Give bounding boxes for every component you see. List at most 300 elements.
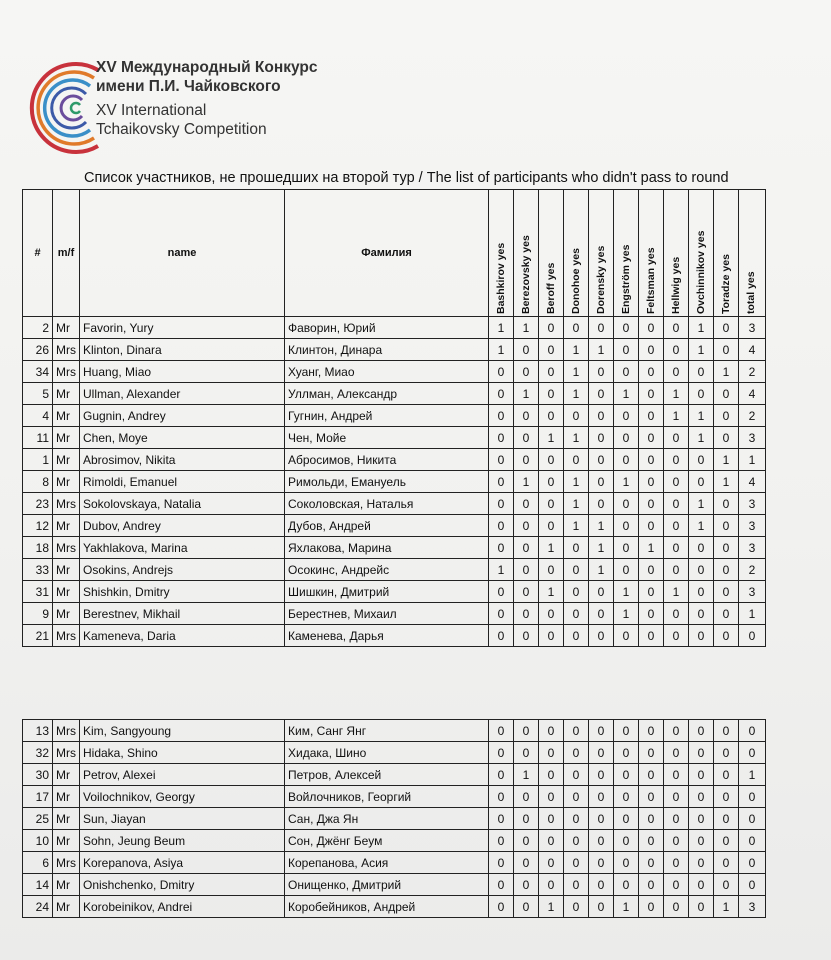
cell-vote: 0 <box>664 317 689 339</box>
cell-vote: 0 <box>489 786 514 808</box>
cell-vote: 0 <box>589 625 614 647</box>
table-row <box>23 405 766 427</box>
cell-vote: 0 <box>714 808 739 830</box>
cell-vote: 0 <box>664 339 689 361</box>
cell-vote: 0 <box>664 449 689 471</box>
cell-vote: 0 <box>639 625 664 647</box>
cell-familiya: Чен, Мойе <box>285 427 489 449</box>
table-row <box>23 852 766 874</box>
cell-vote: 0 <box>664 808 689 830</box>
cell-mf: Mrs <box>53 493 80 515</box>
cell-vote: 0 <box>539 852 564 874</box>
table-row <box>23 471 766 493</box>
cell-vote: 0 <box>539 515 564 537</box>
title-ru-line-2: имени П.И. Чайковского <box>96 78 281 95</box>
cell-number: 14 <box>23 874 53 896</box>
cell-vote: 0 <box>614 317 639 339</box>
cell-vote: 0 <box>489 383 514 405</box>
cell-familiya: Дубов, Андрей <box>285 515 489 537</box>
cell-vote: 0 <box>539 317 564 339</box>
cell-familiya: Берестнев, Михаил <box>285 603 489 625</box>
cell-vote: 1 <box>614 471 639 493</box>
cell-familiya: Сон, Джёнг Беум <box>285 830 489 852</box>
cell-vote: 1 <box>489 317 514 339</box>
cell-vote: 0 <box>614 405 639 427</box>
cell-familiya: Войлочников, Георгий <box>285 786 489 808</box>
cell-vote: 1 <box>689 405 714 427</box>
cell-mf: Mr <box>53 317 80 339</box>
cell-total: 0 <box>739 852 766 874</box>
cell-total: 0 <box>739 742 766 764</box>
column-header-mf: m/f <box>53 190 80 317</box>
cell-vote: 0 <box>639 559 664 581</box>
cell-total: 0 <box>739 625 766 647</box>
cell-vote: 0 <box>589 742 614 764</box>
cell-name: Klinton, Dinara <box>80 339 285 361</box>
cell-vote: 0 <box>614 742 639 764</box>
column-header-vote <box>614 190 639 317</box>
column-header-vote-label: Feltsman yes <box>645 247 657 314</box>
cell-familiya: Шишкин, Дмитрий <box>285 581 489 603</box>
cell-vote: 0 <box>514 537 539 559</box>
cell-name: Kim, Sangyoung <box>80 720 285 742</box>
title-ru-line-1: XV Международный Конкурс <box>96 59 318 76</box>
cell-vote: 0 <box>514 830 539 852</box>
cell-vote: 0 <box>489 493 514 515</box>
cell-vote: 0 <box>639 339 664 361</box>
cell-vote: 1 <box>514 471 539 493</box>
cell-vote: 0 <box>714 581 739 603</box>
cell-vote: 0 <box>639 471 664 493</box>
cell-vote: 0 <box>539 383 564 405</box>
cell-vote: 0 <box>689 808 714 830</box>
cell-number: 6 <box>23 852 53 874</box>
cell-name: Sohn, Jeung Beum <box>80 830 285 852</box>
cell-mf: Mr <box>53 559 80 581</box>
cell-vote: 1 <box>614 603 639 625</box>
cell-vote: 1 <box>664 581 689 603</box>
cell-mf: Mr <box>53 471 80 493</box>
cell-vote: 0 <box>639 830 664 852</box>
cell-name: Korobeinikov, Andrei <box>80 896 285 918</box>
cell-vote: 0 <box>639 742 664 764</box>
cell-number: 10 <box>23 830 53 852</box>
cell-vote: 0 <box>689 559 714 581</box>
table-row <box>23 537 766 559</box>
cell-vote: 0 <box>614 625 639 647</box>
column-header-vote <box>664 190 689 317</box>
cell-vote: 0 <box>489 449 514 471</box>
cell-familiya: Сан, Джа Ян <box>285 808 489 830</box>
cell-familiya: Онищенко, Дмитрий <box>285 874 489 896</box>
cell-vote: 0 <box>614 515 639 537</box>
cell-vote: 0 <box>564 786 589 808</box>
cell-vote: 1 <box>589 559 614 581</box>
cell-vote: 1 <box>564 427 589 449</box>
cell-vote: 0 <box>714 852 739 874</box>
cell-vote: 0 <box>714 603 739 625</box>
cell-vote: 0 <box>639 786 664 808</box>
cell-vote: 0 <box>564 764 589 786</box>
table-row <box>23 720 766 742</box>
cell-vote: 0 <box>539 361 564 383</box>
cell-vote: 0 <box>514 896 539 918</box>
cell-vote: 1 <box>614 896 639 918</box>
table-row <box>23 515 766 537</box>
cell-vote: 0 <box>714 515 739 537</box>
cell-vote: 0 <box>614 559 639 581</box>
cell-vote: 0 <box>689 383 714 405</box>
cell-vote: 0 <box>539 764 564 786</box>
column-header-vote-label: Hellwig yes <box>670 256 682 314</box>
cell-familiya: Ким, Санг Янг <box>285 720 489 742</box>
cell-vote: 0 <box>564 537 589 559</box>
cell-familiya: Соколовская, Наталья <box>285 493 489 515</box>
cell-vote: 0 <box>714 405 739 427</box>
cell-mf: Mr <box>53 427 80 449</box>
cell-vote: 1 <box>489 559 514 581</box>
cell-vote: 0 <box>664 361 689 383</box>
cell-vote: 0 <box>689 471 714 493</box>
cell-total: 2 <box>739 361 766 383</box>
cell-name: Yakhlakova, Marina <box>80 537 285 559</box>
cell-number: 34 <box>23 361 53 383</box>
column-header-vote-label: Ovchinnikov yes <box>695 230 707 314</box>
cell-vote: 0 <box>664 830 689 852</box>
cell-vote: 0 <box>639 896 664 918</box>
column-header-vote <box>714 190 739 317</box>
cell-vote: 0 <box>489 830 514 852</box>
cell-vote: 0 <box>664 625 689 647</box>
cell-vote: 1 <box>639 537 664 559</box>
cell-vote: 0 <box>539 449 564 471</box>
cell-vote: 1 <box>664 383 689 405</box>
cell-vote: 0 <box>489 471 514 493</box>
cell-number: 31 <box>23 581 53 603</box>
cell-vote: 1 <box>564 471 589 493</box>
cell-mf: Mr <box>53 830 80 852</box>
cell-number: 4 <box>23 405 53 427</box>
cell-total: 1 <box>739 764 766 786</box>
cell-number: 23 <box>23 493 53 515</box>
cell-vote: 0 <box>514 742 539 764</box>
column-header-vote <box>689 190 714 317</box>
cell-name: Korepanova, Asiya <box>80 852 285 874</box>
cell-vote: 0 <box>539 339 564 361</box>
column-header-vote-label: total yes <box>745 271 757 314</box>
cell-vote: 0 <box>639 874 664 896</box>
table-row <box>23 449 766 471</box>
column-header-vote-label: Dorensky yes <box>595 245 607 314</box>
cell-name: Kameneva, Daria <box>80 625 285 647</box>
cell-vote: 0 <box>564 874 589 896</box>
title-en-line-1: XV International <box>96 102 207 119</box>
cell-vote: 0 <box>689 537 714 559</box>
cell-vote: 1 <box>689 339 714 361</box>
cell-vote: 0 <box>564 581 589 603</box>
cell-vote: 0 <box>714 383 739 405</box>
cell-name: Favorin, Yury <box>80 317 285 339</box>
cell-number: 32 <box>23 742 53 764</box>
table-row <box>23 427 766 449</box>
cell-vote: 0 <box>689 896 714 918</box>
cell-name: Voilochnikov, Georgy <box>80 786 285 808</box>
cell-familiya: Абросимов, Никита <box>285 449 489 471</box>
cell-vote: 0 <box>664 852 689 874</box>
cell-vote: 1 <box>514 383 539 405</box>
cell-vote: 0 <box>589 361 614 383</box>
cell-vote: 0 <box>489 720 514 742</box>
cell-vote: 0 <box>589 493 614 515</box>
cell-name: Petrov, Alexei <box>80 764 285 786</box>
cell-number: 33 <box>23 559 53 581</box>
cell-vote: 0 <box>564 852 589 874</box>
cell-total: 3 <box>739 581 766 603</box>
cell-vote: 0 <box>689 603 714 625</box>
column-header-vote-label: Beroff yes <box>545 262 557 314</box>
cell-vote: 0 <box>489 852 514 874</box>
cell-vote: 0 <box>489 625 514 647</box>
cell-vote: 0 <box>514 361 539 383</box>
cell-number: 21 <box>23 625 53 647</box>
cell-vote: 0 <box>614 427 639 449</box>
cell-name: Abrosimov, Nikita <box>80 449 285 471</box>
cell-mf: Mr <box>53 874 80 896</box>
cell-vote: 0 <box>664 896 689 918</box>
table-row <box>23 603 766 625</box>
column-header-name: name <box>80 190 285 317</box>
cell-mf: Mrs <box>53 852 80 874</box>
cell-vote: 0 <box>489 742 514 764</box>
cell-vote: 0 <box>589 764 614 786</box>
cell-vote: 0 <box>714 742 739 764</box>
cell-familiya: Уллман, Александр <box>285 383 489 405</box>
cell-vote: 1 <box>564 383 589 405</box>
column-header-vote <box>489 190 514 317</box>
cell-number: 2 <box>23 317 53 339</box>
cell-vote: 0 <box>564 625 589 647</box>
cell-vote: 0 <box>489 874 514 896</box>
cell-vote: 0 <box>614 361 639 383</box>
cell-familiya: Клинтон, Динара <box>285 339 489 361</box>
column-header-familiya: Фамилия <box>285 190 489 317</box>
cell-name: Chen, Moye <box>80 427 285 449</box>
table-row <box>23 830 766 852</box>
cell-name: Huang, Miao <box>80 361 285 383</box>
table-row <box>23 339 766 361</box>
cell-vote: 0 <box>714 786 739 808</box>
cell-vote: 1 <box>489 339 514 361</box>
cell-mf: Mr <box>53 515 80 537</box>
cell-vote: 0 <box>664 720 689 742</box>
cell-total: 2 <box>739 559 766 581</box>
cell-familiya: Яхлакова, Марина <box>285 537 489 559</box>
table-row <box>23 361 766 383</box>
table-row <box>23 764 766 786</box>
cell-total: 2 <box>739 405 766 427</box>
column-header-vote <box>514 190 539 317</box>
cell-name: Onishchenko, Dmitry <box>80 874 285 896</box>
cell-vote: 0 <box>539 603 564 625</box>
table-row <box>23 559 766 581</box>
cell-familiya: Осокинс, Андрейс <box>285 559 489 581</box>
cell-total: 3 <box>739 427 766 449</box>
cell-name: Shishkin, Dmitry <box>80 581 285 603</box>
table-row <box>23 317 766 339</box>
cell-vote: 0 <box>639 493 664 515</box>
cell-vote: 0 <box>664 471 689 493</box>
cell-vote: 0 <box>489 405 514 427</box>
cell-total: 0 <box>739 830 766 852</box>
cell-familiya: Каменева, Дарья <box>285 625 489 647</box>
table-row <box>23 625 766 647</box>
cell-vote: 0 <box>639 603 664 625</box>
cell-vote: 0 <box>589 720 614 742</box>
cell-vote: 0 <box>539 493 564 515</box>
cell-vote: 0 <box>664 493 689 515</box>
cell-vote: 0 <box>714 427 739 449</box>
cell-number: 13 <box>23 720 53 742</box>
cell-vote: 0 <box>489 808 514 830</box>
cell-vote: 0 <box>589 830 614 852</box>
cell-vote: 0 <box>639 581 664 603</box>
cell-total: 0 <box>739 808 766 830</box>
cell-vote: 0 <box>714 720 739 742</box>
cell-vote: 1 <box>689 427 714 449</box>
cell-vote: 0 <box>614 830 639 852</box>
cell-mf: Mr <box>53 449 80 471</box>
cell-vote: 0 <box>514 515 539 537</box>
cell-vote: 0 <box>689 874 714 896</box>
cell-number: 26 <box>23 339 53 361</box>
cell-vote: 1 <box>689 493 714 515</box>
cell-vote: 1 <box>539 537 564 559</box>
cell-number: 9 <box>23 603 53 625</box>
cell-vote: 0 <box>614 808 639 830</box>
cell-vote: 0 <box>514 625 539 647</box>
competition-title <box>96 58 318 139</box>
cell-vote: 0 <box>714 874 739 896</box>
cell-vote: 0 <box>664 537 689 559</box>
cell-vote: 0 <box>639 427 664 449</box>
column-header-vote <box>564 190 589 317</box>
cell-familiya: Гугнин, Андрей <box>285 405 489 427</box>
cell-vote: 1 <box>614 383 639 405</box>
cell-vote: 1 <box>689 317 714 339</box>
cell-mf: Mr <box>53 603 80 625</box>
cell-vote: 0 <box>714 317 739 339</box>
cell-vote: 0 <box>614 537 639 559</box>
cell-mf: Mr <box>53 764 80 786</box>
cell-vote: 0 <box>689 830 714 852</box>
cell-total: 3 <box>739 317 766 339</box>
cell-vote: 0 <box>564 742 589 764</box>
cell-vote: 0 <box>564 449 589 471</box>
cell-vote: 0 <box>514 720 539 742</box>
cell-vote: 0 <box>714 830 739 852</box>
cell-total: 0 <box>739 786 766 808</box>
cell-number: 11 <box>23 427 53 449</box>
document-subtitle: Список участников, не прошедших на второй тур / The list of participants who didn't pass to round <box>84 170 729 186</box>
cell-vote: 0 <box>639 449 664 471</box>
cell-name: Rimoldi, Emanuel <box>80 471 285 493</box>
cell-vote: 0 <box>514 581 539 603</box>
cell-vote: 0 <box>539 559 564 581</box>
cell-mf: Mr <box>53 896 80 918</box>
results-table-bottom <box>22 719 766 918</box>
column-header-vote <box>539 190 564 317</box>
cell-vote: 0 <box>564 830 589 852</box>
cell-familiya: Хидака, Шино <box>285 742 489 764</box>
cell-name: Hidaka, Shino <box>80 742 285 764</box>
cell-name: Dubov, Andrey <box>80 515 285 537</box>
table-row <box>23 896 766 918</box>
cell-number: 17 <box>23 786 53 808</box>
cell-vote: 0 <box>514 493 539 515</box>
cell-vote: 0 <box>489 896 514 918</box>
cell-mf: Mrs <box>53 742 80 764</box>
cell-vote: 0 <box>589 852 614 874</box>
cell-vote: 0 <box>539 625 564 647</box>
cell-vote: 0 <box>589 317 614 339</box>
cell-vote: 1 <box>664 405 689 427</box>
cell-vote: 0 <box>614 874 639 896</box>
cell-vote: 0 <box>589 808 614 830</box>
cell-mf: Mr <box>53 808 80 830</box>
competition-logo-icon <box>10 50 110 160</box>
cell-number: 5 <box>23 383 53 405</box>
cell-total: 4 <box>739 383 766 405</box>
cell-vote: 0 <box>664 515 689 537</box>
cell-vote: 1 <box>589 515 614 537</box>
column-header-vote-label: Berezovsky yes <box>520 235 532 314</box>
cell-mf: Mr <box>53 383 80 405</box>
cell-vote: 1 <box>714 471 739 493</box>
cell-vote: 0 <box>514 603 539 625</box>
cell-vote: 0 <box>589 874 614 896</box>
cell-name: Sun, Jiayan <box>80 808 285 830</box>
cell-vote: 0 <box>639 852 664 874</box>
cell-vote: 0 <box>514 852 539 874</box>
cell-vote: 0 <box>564 317 589 339</box>
cell-vote: 0 <box>689 786 714 808</box>
results-table-top <box>22 189 766 647</box>
cell-vote: 0 <box>689 449 714 471</box>
cell-number: 8 <box>23 471 53 493</box>
cell-total: 0 <box>739 720 766 742</box>
cell-total: 3 <box>739 515 766 537</box>
cell-vote: 1 <box>689 515 714 537</box>
column-header-vote-label: Toradze yes <box>720 254 732 314</box>
cell-vote: 0 <box>589 383 614 405</box>
cell-mf: Mrs <box>53 720 80 742</box>
cell-vote: 0 <box>539 830 564 852</box>
cell-vote: 0 <box>539 808 564 830</box>
table-row <box>23 742 766 764</box>
cell-vote: 0 <box>689 764 714 786</box>
cell-vote: 0 <box>564 405 589 427</box>
cell-vote: 0 <box>564 559 589 581</box>
cell-vote: 0 <box>664 559 689 581</box>
table-row <box>23 808 766 830</box>
cell-vote: 1 <box>564 493 589 515</box>
table-header-row <box>23 190 766 317</box>
cell-vote: 0 <box>664 603 689 625</box>
cell-vote: 0 <box>664 427 689 449</box>
cell-number: 12 <box>23 515 53 537</box>
cell-vote: 0 <box>564 720 589 742</box>
column-header-vote <box>589 190 614 317</box>
